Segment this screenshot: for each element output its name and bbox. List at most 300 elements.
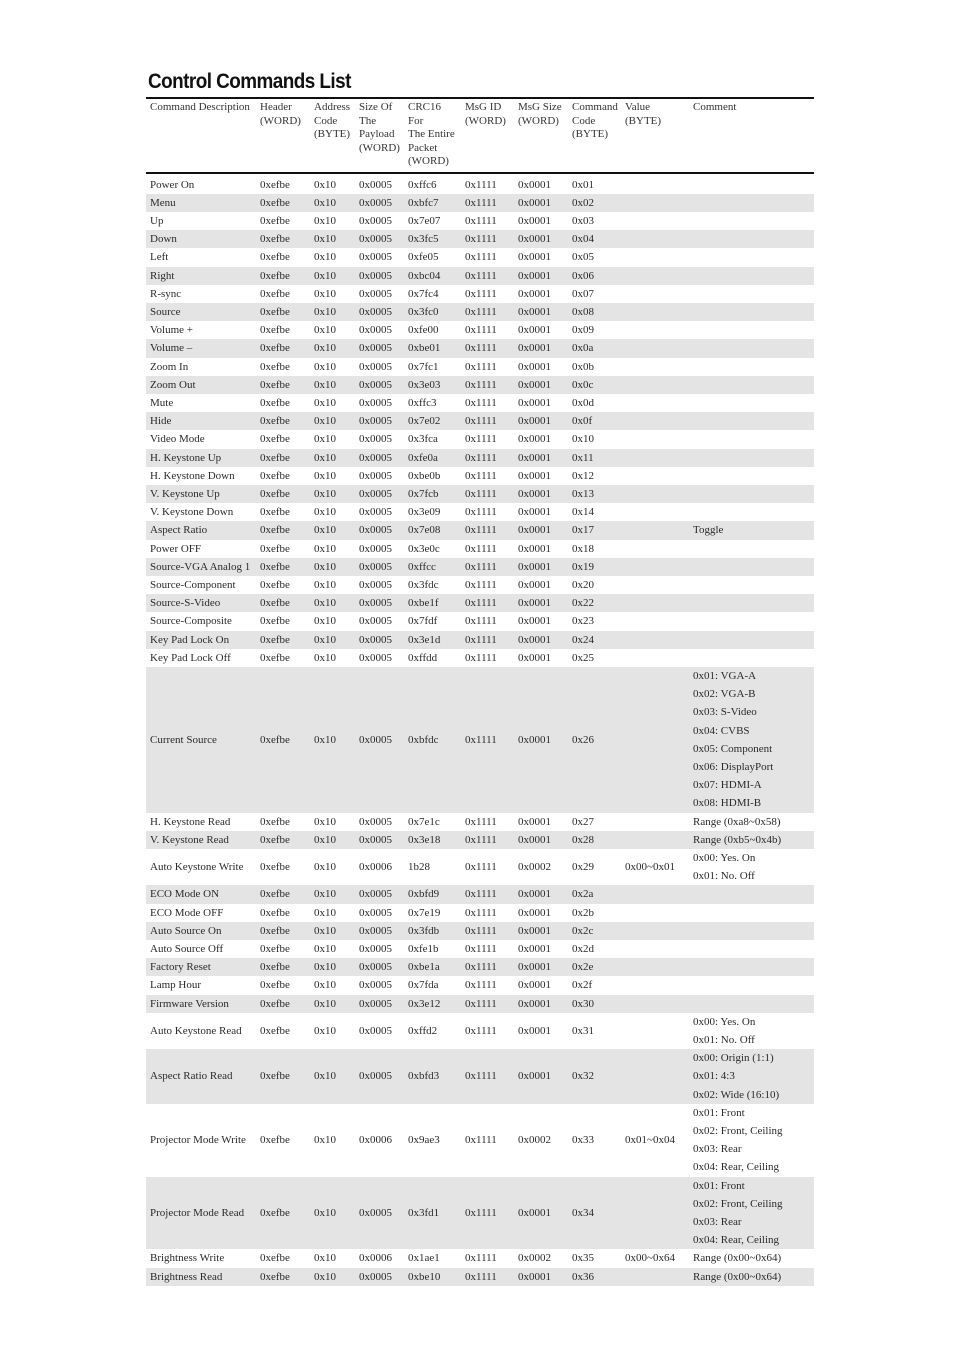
cell-msg-id: 0x1111 bbox=[465, 360, 497, 373]
cell-value bbox=[621, 1268, 689, 1286]
cell-msg-id: 0x1111 bbox=[465, 214, 497, 227]
table-row bbox=[146, 285, 814, 303]
cell-payload-size: 0x0005 bbox=[355, 449, 404, 467]
cell-payload-size: 0x0005 bbox=[355, 521, 404, 539]
cell-comment bbox=[689, 976, 814, 994]
column-header-line: (BYTE) bbox=[314, 128, 351, 140]
cell-msg-id: 0x1111 bbox=[461, 831, 514, 849]
cell-crc16: 0xbfd3 bbox=[404, 1049, 461, 1104]
cell-command-description: Auto Source Off bbox=[150, 943, 224, 956]
cell-command-description: Source-VGA Analog 1 bbox=[146, 558, 256, 576]
cell-crc16: 1b28 bbox=[408, 861, 430, 874]
cell-address-code: 0x10 bbox=[310, 922, 355, 940]
cell-comment: Range (0xb5~0x4b) bbox=[689, 831, 814, 849]
cell-command-description: Current Source bbox=[146, 667, 256, 813]
column-header-line: Packet bbox=[408, 141, 438, 154]
cell-msg-size: 0x0001 bbox=[514, 667, 568, 813]
cell-msg-size: 0x0001 bbox=[514, 631, 568, 649]
cell-command-code: 0x0f bbox=[568, 412, 621, 430]
cell-msg-size: 0x0001 bbox=[518, 324, 551, 337]
cell-value bbox=[621, 540, 689, 558]
comment-line: 0x02: Front, Ceiling bbox=[693, 1125, 783, 1138]
cell-value bbox=[621, 885, 689, 903]
cell-address-code: 0x10 bbox=[310, 267, 355, 285]
table-row bbox=[146, 394, 814, 412]
cell-msg-id: 0x1111 bbox=[465, 506, 497, 519]
cell-msg-id: 0x1111 bbox=[465, 251, 497, 264]
cell-header: 0xefbe bbox=[260, 1252, 290, 1265]
cell-address-code: 0x10 bbox=[314, 1134, 336, 1147]
cell-payload-size: 0x0005 bbox=[355, 594, 404, 612]
cell-header: 0xefbe bbox=[260, 433, 290, 446]
cell-msg-size: 0x0001 bbox=[514, 485, 568, 503]
cell-address-code: 0x10 bbox=[314, 651, 336, 664]
cell-value bbox=[621, 995, 689, 1013]
cell-command-description: V. Keystone Up bbox=[146, 485, 256, 503]
cell-comment bbox=[689, 285, 814, 303]
comment-line: 0x01: No. Off bbox=[693, 870, 755, 883]
cell-crc16: 0x1ae1 bbox=[408, 1252, 440, 1265]
cell-crc16: 0x7e08 bbox=[404, 521, 461, 539]
cell-command-description: Volume + bbox=[150, 324, 193, 337]
cell-payload-size: 0x0005 bbox=[359, 815, 392, 828]
cell-header: 0xefbe bbox=[260, 178, 290, 191]
cell-command-description: V. Keystone Read bbox=[146, 831, 256, 849]
comment-line: 0x00: Yes. On bbox=[693, 1015, 756, 1028]
cell-msg-id: 0x1111 bbox=[461, 485, 514, 503]
cell-command-description: Lamp Hour bbox=[150, 979, 202, 992]
table-header-row bbox=[146, 98, 814, 173]
cell-command-description: Key Pad Lock Off bbox=[150, 651, 231, 664]
cell-command-description: Factory Reset bbox=[146, 958, 256, 976]
cell-command-description: Mute bbox=[150, 396, 174, 409]
cell-msg-id: 0x1111 bbox=[465, 943, 497, 956]
cell-comment: Toggle bbox=[689, 521, 814, 539]
cell-header: 0xefbe bbox=[256, 412, 310, 430]
cell-msg-size: 0x0001 bbox=[514, 594, 568, 612]
cell-payload-size: 0x0005 bbox=[359, 542, 392, 555]
cell-value bbox=[621, 285, 689, 303]
cell-crc16: 0x7fdf bbox=[408, 615, 438, 628]
cell-address-code: 0x10 bbox=[314, 433, 336, 446]
cell-command-code: 0x22 bbox=[568, 594, 621, 612]
cell-header: 0xefbe bbox=[256, 558, 310, 576]
cell-address-code: 0x10 bbox=[310, 339, 355, 357]
cell-comment bbox=[689, 376, 814, 394]
cell-payload-size: 0x0005 bbox=[355, 412, 404, 430]
cell-address-code: 0x10 bbox=[310, 995, 355, 1013]
cell-payload-size: 0x0005 bbox=[355, 230, 404, 248]
column-header-line: Address bbox=[314, 101, 351, 113]
cell-value bbox=[621, 467, 689, 485]
cell-value bbox=[621, 521, 689, 539]
cell-address-code: 0x10 bbox=[310, 631, 355, 649]
comment-line: 0x07: HDMI-A bbox=[693, 779, 762, 792]
column-header-line: (WORD) bbox=[260, 114, 301, 127]
cell-value bbox=[621, 430, 689, 448]
cell-comment bbox=[689, 358, 814, 376]
cell-comment bbox=[689, 649, 814, 667]
cell-payload-size: 0x0005 bbox=[355, 631, 404, 649]
cell-comment bbox=[689, 1177, 814, 1250]
cell-command-description: Source-Component bbox=[150, 578, 236, 591]
cell-crc16: 0x3e12 bbox=[404, 995, 461, 1013]
cell-payload-size: 0x0005 bbox=[359, 906, 392, 919]
cell-command-description: Brightness Read bbox=[146, 1268, 256, 1286]
cell-command-code: 0x02 bbox=[568, 194, 621, 212]
column-header-line: (WORD) bbox=[465, 114, 506, 127]
column-header-line: Command Description bbox=[150, 101, 250, 113]
cell-value bbox=[621, 594, 689, 612]
cell-header: 0xefbe bbox=[260, 251, 290, 264]
cell-payload-size: 0x0005 bbox=[359, 1024, 392, 1037]
cell-value bbox=[621, 503, 689, 521]
cell-crc16: 0x7fc1 bbox=[408, 360, 439, 373]
cell-crc16: 0xbe1a bbox=[404, 958, 461, 976]
cell-command-description: Projector Mode Write bbox=[150, 1134, 246, 1147]
cell-value bbox=[621, 558, 689, 576]
cell-command-description: Source-Composite bbox=[150, 615, 232, 628]
cell-payload-size: 0x0006 bbox=[359, 1134, 392, 1147]
table-row bbox=[146, 303, 814, 321]
cell-msg-id: 0x1111 bbox=[461, 631, 514, 649]
comment-line: 0x03: S-Video bbox=[693, 706, 757, 719]
cell-comment bbox=[689, 339, 814, 357]
table-row bbox=[146, 1104, 814, 1177]
cell-payload-size: 0x0005 bbox=[355, 485, 404, 503]
cell-command-code: 0x10 bbox=[572, 433, 594, 446]
cell-crc16: 0xbe0b bbox=[408, 469, 441, 482]
cell-crc16: 0xffd2 bbox=[408, 1024, 438, 1037]
table-row bbox=[146, 1049, 814, 1104]
cell-comment bbox=[689, 430, 814, 448]
table-row bbox=[146, 594, 814, 612]
cell-payload-size: 0x0005 bbox=[355, 995, 404, 1013]
cell-command-code: 0x0c bbox=[568, 376, 621, 394]
cell-command-description: Up bbox=[150, 214, 164, 227]
table-row bbox=[146, 449, 814, 467]
cell-header: 0xefbe bbox=[256, 521, 310, 539]
table-row bbox=[146, 940, 814, 958]
cell-comment bbox=[689, 667, 814, 813]
cell-msg-id: 0x1111 bbox=[461, 995, 514, 1013]
cell-command-code: 0x2c bbox=[568, 922, 621, 940]
column-header-line: Code bbox=[314, 114, 338, 127]
table-row bbox=[146, 230, 814, 248]
comment-line: 0x02: Front, Ceiling bbox=[693, 1197, 783, 1210]
cell-comment: Range (0x00~0x64) bbox=[689, 1268, 814, 1286]
cell-address-code: 0x10 bbox=[314, 861, 336, 874]
cell-msg-size: 0x0001 bbox=[518, 943, 551, 956]
cell-value bbox=[621, 631, 689, 649]
cell-comment bbox=[689, 321, 814, 339]
table-row bbox=[146, 958, 814, 976]
cell-payload-size: 0x0005 bbox=[355, 922, 404, 940]
cell-comment bbox=[689, 612, 814, 630]
cell-crc16: 0xbfc7 bbox=[404, 194, 461, 212]
cell-crc16: 0x7fc4 bbox=[408, 287, 439, 300]
cell-command-description: Volume – bbox=[146, 339, 256, 357]
cell-msg-id: 0x1111 bbox=[465, 906, 497, 919]
cell-command-description: Hide bbox=[146, 412, 256, 430]
cell-command-description: Video Mode bbox=[150, 433, 205, 446]
cell-command-code: 0x04 bbox=[568, 230, 621, 248]
cell-crc16: 0x3e18 bbox=[404, 831, 461, 849]
cell-value bbox=[621, 449, 689, 467]
cell-address-code: 0x10 bbox=[314, 979, 336, 992]
cell-crc16: 0x7fda bbox=[408, 979, 439, 992]
cell-value bbox=[621, 1177, 689, 1250]
cell-value bbox=[621, 667, 689, 813]
cell-header: 0xefbe bbox=[260, 979, 290, 992]
cell-msg-size: 0x0001 bbox=[518, 396, 551, 409]
cell-value: 0x00~0x01 bbox=[625, 861, 675, 874]
cell-msg-size: 0x0001 bbox=[518, 433, 551, 446]
cell-comment bbox=[689, 267, 814, 285]
cell-crc16: 0x7e19 bbox=[408, 906, 441, 919]
comment-line: 0x06: DisplayPort bbox=[693, 761, 774, 773]
cell-address-code: 0x10 bbox=[310, 412, 355, 430]
cell-command-code: 0x18 bbox=[572, 542, 594, 555]
cell-payload-size: 0x0005 bbox=[355, 1268, 404, 1286]
cell-payload-size: 0x0005 bbox=[355, 1049, 404, 1104]
table-row bbox=[146, 612, 814, 630]
cell-header: 0xefbe bbox=[260, 506, 290, 519]
cell-header: 0xefbe bbox=[256, 1049, 310, 1104]
cell-header: 0xefbe bbox=[256, 194, 310, 212]
cell-msg-id: 0x1111 bbox=[461, 922, 514, 940]
table-row bbox=[146, 849, 814, 885]
cell-address-code: 0x10 bbox=[310, 485, 355, 503]
cell-msg-size: 0x0001 bbox=[518, 251, 551, 264]
cell-header: 0xefbe bbox=[256, 303, 310, 321]
cell-command-code: 0x26 bbox=[568, 667, 621, 813]
cell-crc16: 0x3e09 bbox=[408, 506, 441, 519]
table-row bbox=[146, 358, 814, 376]
cell-msg-size: 0x0001 bbox=[514, 449, 568, 467]
cell-msg-size: 0x0001 bbox=[514, 1177, 568, 1250]
cell-address-code: 0x10 bbox=[314, 906, 336, 919]
column-header-line: Code bbox=[572, 114, 596, 127]
column-header-value bbox=[621, 98, 689, 173]
cell-header: 0xefbe bbox=[256, 267, 310, 285]
cell-command-code: 0x0d bbox=[572, 396, 594, 409]
cell-command-code: 0x25 bbox=[572, 651, 594, 664]
cell-command-description: Auto Keystone Write bbox=[150, 861, 244, 874]
column-header-line: CRC16 For bbox=[408, 101, 442, 127]
cell-payload-size: 0x0005 bbox=[359, 469, 392, 482]
cell-command-code: 0x31 bbox=[572, 1024, 594, 1037]
cell-crc16: 0xfe1b bbox=[408, 943, 439, 956]
cell-address-code: 0x10 bbox=[310, 376, 355, 394]
column-header-line: Payload bbox=[359, 128, 395, 140]
cell-comment bbox=[689, 394, 814, 412]
table-row bbox=[146, 667, 814, 813]
cell-command-description: Power On bbox=[150, 178, 195, 191]
cell-address-code: 0x10 bbox=[310, 885, 355, 903]
cell-crc16: 0xbe10 bbox=[404, 1268, 461, 1286]
cell-command-description: Down bbox=[146, 230, 256, 248]
cell-msg-size: 0x0002 bbox=[518, 1134, 551, 1147]
table-row bbox=[146, 1268, 814, 1286]
column-header-comment bbox=[689, 98, 814, 173]
cell-msg-id: 0x1111 bbox=[465, 815, 497, 828]
cell-value bbox=[621, 612, 689, 630]
cell-header: 0xefbe bbox=[260, 1024, 290, 1037]
cell-value bbox=[621, 394, 689, 412]
cell-header: 0xefbe bbox=[256, 885, 310, 903]
cell-value bbox=[621, 940, 689, 958]
column-header-line: (BYTE) bbox=[572, 128, 609, 140]
column-header-line: Comment bbox=[693, 101, 737, 113]
cell-msg-id: 0x1111 bbox=[461, 303, 514, 321]
cell-msg-id: 0x1111 bbox=[465, 469, 497, 482]
comment-line: 0x00: Yes. On bbox=[693, 852, 756, 865]
cell-command-description: Source bbox=[146, 303, 256, 321]
cell-payload-size: 0x0005 bbox=[355, 339, 404, 357]
cell-msg-id: 0x1111 bbox=[461, 1177, 514, 1250]
comment-line: 0x01: No. Off bbox=[693, 1034, 755, 1047]
page-title: Control Commands List bbox=[148, 70, 351, 93]
cell-msg-size: 0x0001 bbox=[518, 615, 551, 628]
cell-payload-size: 0x0005 bbox=[359, 324, 392, 337]
cell-header: 0xefbe bbox=[256, 376, 310, 394]
cell-header: 0xefbe bbox=[256, 230, 310, 248]
table-row bbox=[146, 521, 814, 539]
cell-crc16: 0x3fc5 bbox=[404, 230, 461, 248]
cell-crc16: 0x7fcb bbox=[404, 485, 461, 503]
column-header-header bbox=[256, 98, 310, 173]
cell-comment bbox=[689, 922, 814, 940]
cell-msg-size: 0x0001 bbox=[514, 831, 568, 849]
cell-msg-id: 0x1111 bbox=[465, 542, 497, 555]
cell-crc16: 0xffc6 bbox=[408, 178, 437, 191]
cell-msg-size: 0x0001 bbox=[514, 376, 568, 394]
cell-msg-id: 0x1111 bbox=[461, 376, 514, 394]
cell-address-code: 0x10 bbox=[310, 594, 355, 612]
cell-msg-id: 0x1111 bbox=[461, 194, 514, 212]
table-row bbox=[146, 248, 814, 266]
column-header-crc16 bbox=[404, 98, 461, 173]
cell-command-code: 0x12 bbox=[572, 469, 594, 482]
table-row bbox=[146, 558, 814, 576]
cell-payload-size: 0x0005 bbox=[355, 958, 404, 976]
cell-command-description: Right bbox=[146, 267, 256, 285]
column-header-line: (WORD) bbox=[518, 114, 559, 127]
column-header-msg-size bbox=[514, 98, 568, 173]
cell-comment bbox=[689, 1049, 814, 1104]
cell-msg-size: 0x0001 bbox=[518, 469, 551, 482]
cell-comment bbox=[689, 303, 814, 321]
cell-command-code: 0x03 bbox=[572, 214, 594, 227]
cell-msg-size: 0x0001 bbox=[514, 558, 568, 576]
table-row bbox=[146, 1013, 814, 1049]
table-row bbox=[146, 540, 814, 558]
cell-msg-size: 0x0001 bbox=[514, 194, 568, 212]
cell-msg-id: 0x1111 bbox=[461, 339, 514, 357]
table-row bbox=[146, 885, 814, 903]
cell-command-description: H. Keystone Up bbox=[146, 449, 256, 467]
control-commands-table bbox=[146, 97, 814, 1286]
cell-command-description: Source-S-Video bbox=[146, 594, 256, 612]
cell-msg-size: 0x0001 bbox=[518, 578, 551, 591]
cell-crc16: 0xffdd bbox=[408, 651, 438, 664]
cell-address-code: 0x10 bbox=[314, 506, 336, 519]
table-row bbox=[146, 430, 814, 448]
cell-value bbox=[621, 358, 689, 376]
cell-address-code: 0x10 bbox=[314, 396, 336, 409]
cell-header: 0xefbe bbox=[260, 943, 290, 956]
cell-msg-size: 0x0001 bbox=[518, 214, 551, 227]
cell-msg-size: 0x0001 bbox=[514, 230, 568, 248]
cell-msg-size: 0x0001 bbox=[518, 360, 551, 373]
comment-line: 0x01: Front bbox=[693, 1179, 745, 1192]
table-row bbox=[146, 1177, 814, 1250]
cell-comment: Range (0xa8~0x58) bbox=[693, 815, 781, 828]
cell-value bbox=[621, 649, 689, 667]
cell-msg-size: 0x0001 bbox=[518, 178, 551, 191]
cell-value bbox=[621, 230, 689, 248]
cell-command-description: ECO Mode OFF bbox=[150, 906, 224, 919]
cell-address-code: 0x10 bbox=[314, 542, 336, 555]
cell-value bbox=[621, 576, 689, 594]
cell-header: 0xefbe bbox=[260, 861, 290, 874]
cell-comment bbox=[689, 995, 814, 1013]
cell-msg-id: 0x1111 bbox=[465, 433, 497, 446]
cell-comment bbox=[689, 449, 814, 467]
cell-value bbox=[621, 976, 689, 994]
cell-payload-size: 0x0005 bbox=[355, 303, 404, 321]
cell-msg-size: 0x0002 bbox=[518, 861, 551, 874]
table-row bbox=[146, 212, 814, 230]
cell-crc16: 0xfe00 bbox=[408, 324, 439, 337]
column-header-address-code bbox=[310, 98, 355, 173]
cell-crc16: 0x3fdb bbox=[404, 922, 461, 940]
table-row bbox=[146, 173, 814, 194]
table-row bbox=[146, 339, 814, 357]
table-row bbox=[146, 831, 814, 849]
cell-command-code: 0x06 bbox=[568, 267, 621, 285]
table-row bbox=[146, 813, 814, 831]
cell-value bbox=[621, 267, 689, 285]
cell-header: 0xefbe bbox=[260, 214, 290, 227]
cell-payload-size: 0x0005 bbox=[359, 396, 392, 409]
cell-command-code: 0x01 bbox=[572, 178, 594, 191]
cell-msg-id: 0x1111 bbox=[465, 979, 497, 992]
cell-header: 0xefbe bbox=[256, 485, 310, 503]
cell-msg-size: 0x0001 bbox=[518, 542, 551, 555]
cell-crc16: 0xffcc bbox=[404, 558, 461, 576]
cell-header: 0xefbe bbox=[260, 324, 290, 337]
cell-msg-size: 0x0001 bbox=[514, 267, 568, 285]
cell-command-description: Firmware Version bbox=[146, 995, 256, 1013]
cell-crc16: 0x3e03 bbox=[404, 376, 461, 394]
cell-payload-size: 0x0005 bbox=[355, 831, 404, 849]
column-header-line: (WORD) bbox=[408, 155, 449, 167]
cell-comment bbox=[689, 412, 814, 430]
cell-value bbox=[621, 1049, 689, 1104]
cell-payload-size: 0x0005 bbox=[355, 267, 404, 285]
cell-payload-size: 0x0005 bbox=[355, 885, 404, 903]
cell-payload-size: 0x0005 bbox=[359, 178, 392, 191]
cell-command-code: 0x28 bbox=[568, 831, 621, 849]
cell-comment bbox=[689, 194, 814, 212]
cell-crc16: 0x3fc0 bbox=[404, 303, 461, 321]
cell-header: 0xefbe bbox=[256, 594, 310, 612]
cell-msg-id: 0x1111 bbox=[465, 578, 497, 591]
cell-msg-id: 0x1111 bbox=[465, 1024, 497, 1037]
comment-line: 0x01: Front bbox=[693, 1106, 745, 1119]
